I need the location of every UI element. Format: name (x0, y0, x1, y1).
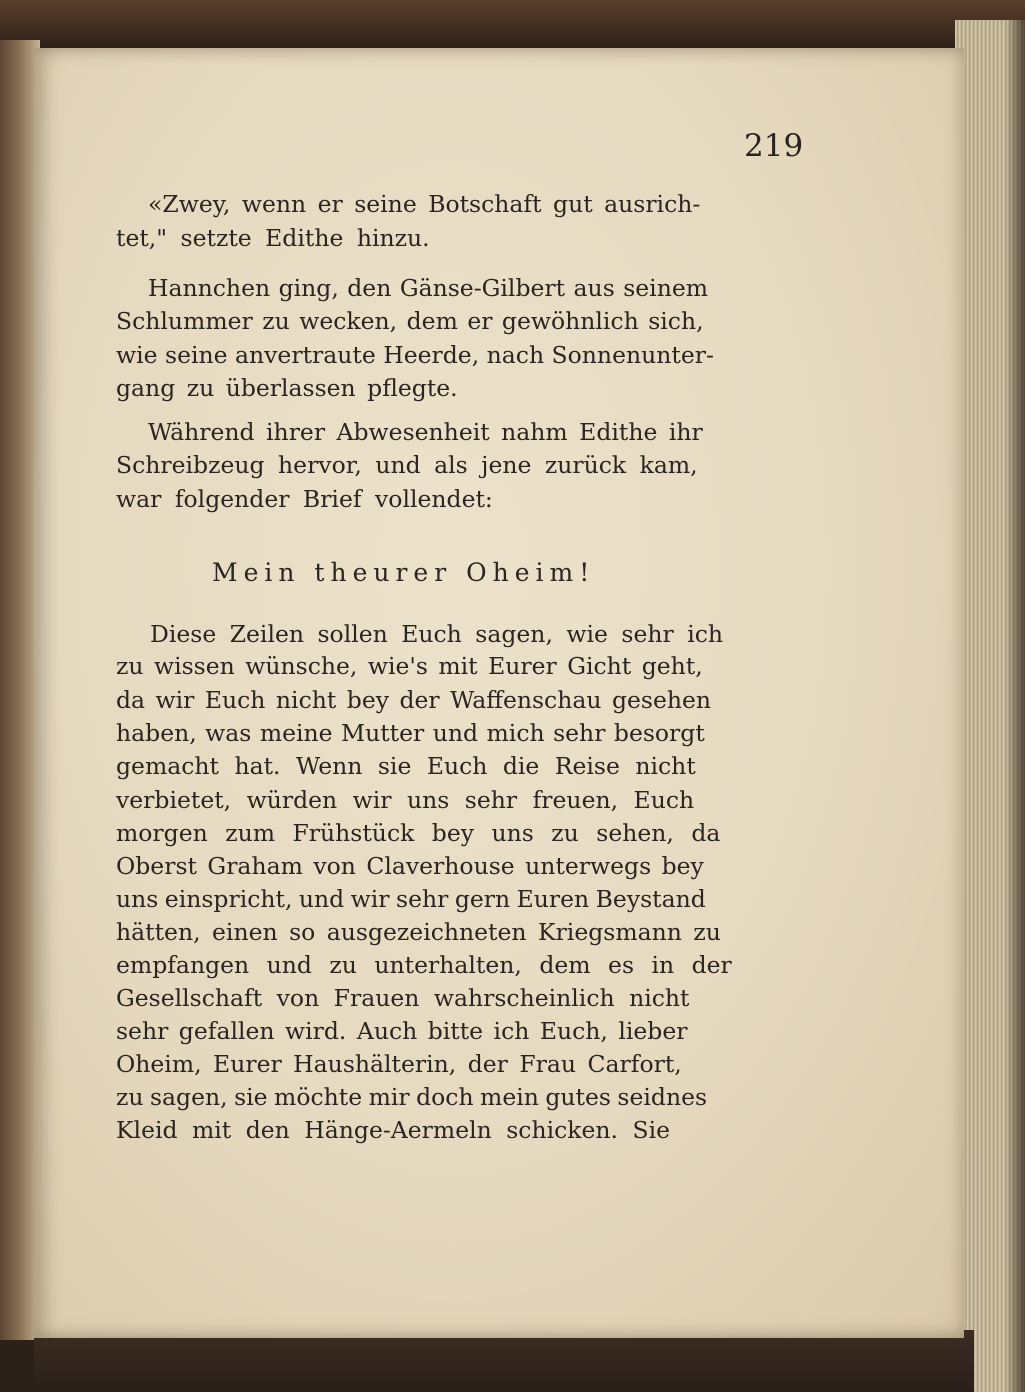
letter-line: Kleid mit den Hänge-Aermeln schicken. Sie (116, 1116, 671, 1144)
text-line: Hannchen ging, den Gänse-Gilbert aus seinem (148, 274, 709, 302)
text-line: Schreibzeug hervor, und als jene zurück kam, (116, 451, 698, 479)
letter-line: uns einspricht, und wir sehr gern Euren Beystand (116, 885, 706, 913)
text-line: Schlummer zu wecken, dem er gewöhnlich sich, (116, 307, 704, 335)
text-line: war folgender Brief vollendet: (116, 485, 493, 513)
page-block-shadow (1005, 20, 1025, 1392)
letter-line: Gesellschaft von Frauen wahrscheinlich nicht (116, 984, 690, 1012)
book-bottom-edge (34, 1330, 974, 1392)
text-line: wie seine anvertraute Heerde, nach Sonnenunter- (116, 341, 714, 369)
letter-line: sehr gefallen wird. Auch bitte ich Euch, lieber (116, 1017, 688, 1045)
letter-line: Oberst Graham von Claverhouse unterwegs bey (116, 852, 704, 880)
letter-line: empfangen und zu unterhalten, dem es in der (116, 951, 732, 979)
letter-line: zu wissen wünsche, wie's mit Eurer Gicht geht, (116, 652, 703, 680)
letter-line: zu sagen, sie möchte mir doch mein gutes seidnes (116, 1083, 708, 1111)
letter-line: haben, was meine Mutter und mich sehr besorgt (116, 719, 705, 747)
text-line: tet," setzte Edithe hinzu. (116, 224, 430, 252)
letter-line: morgen zum Frühstück bey uns zu sehen, da (116, 819, 721, 847)
letter-line: Diese Zeilen sollen Euch sagen, wie sehr ich (150, 620, 724, 648)
book-binding-top (0, 0, 1025, 48)
letter-line: gemacht hat. Wenn sie Euch die Reise nicht (116, 752, 696, 780)
text-line: Während ihrer Abwesenheit nahm Edithe ihr (148, 418, 703, 446)
letter-salutation: Mein theurer Oheim! (212, 558, 596, 587)
letter-line: hätten, einen so ausgezeichneten Kriegsmann zu (116, 918, 721, 946)
text-line: gang zu überlassen pflegte. (116, 374, 458, 402)
letter-line: verbietet, würden wir uns sehr freuen, Euch (116, 786, 695, 814)
text-line: «Zwey, wenn er seine Botschaft gut ausrich- (148, 190, 701, 218)
letter-line: Oheim, Eurer Haushälterin, der Frau Carfort, (116, 1050, 682, 1078)
letter-line: da wir Euch nicht bey der Waffenschau gesehen (116, 686, 712, 714)
page-number: 219 (744, 128, 804, 164)
